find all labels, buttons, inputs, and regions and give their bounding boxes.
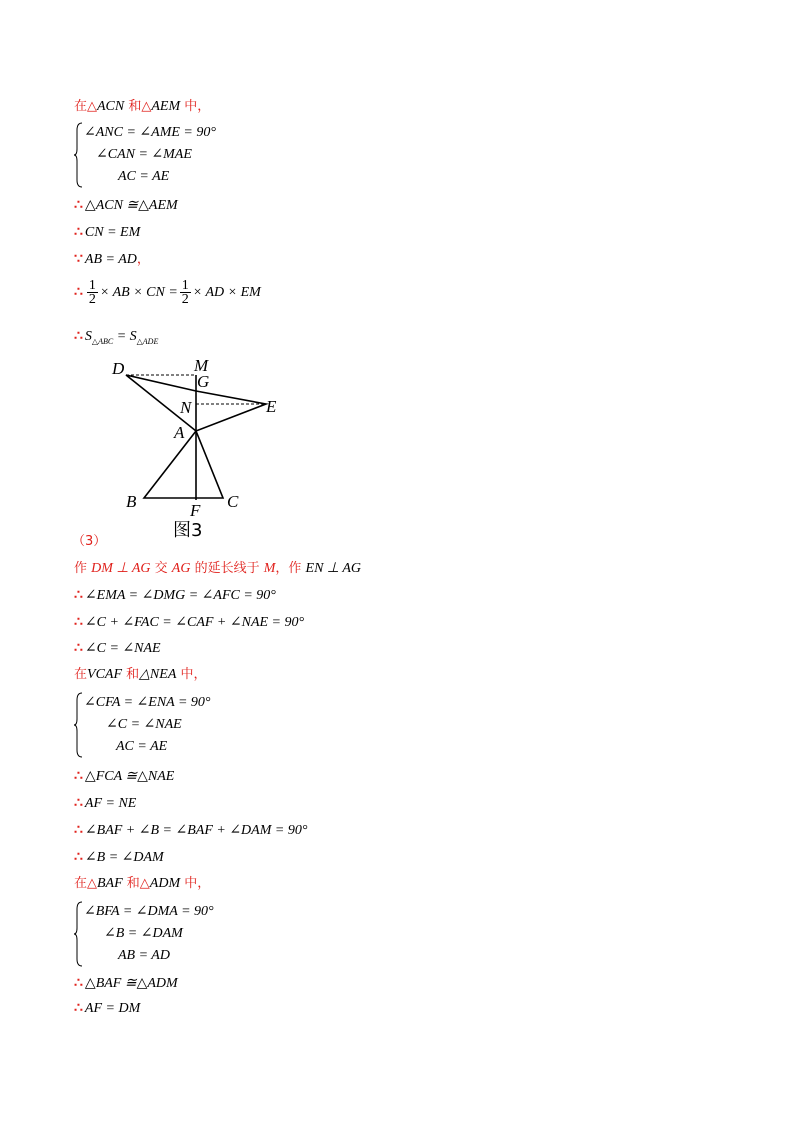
equation-system-2	[74, 692, 274, 758]
math: ACN	[97, 99, 125, 114]
geometry-figure	[100, 352, 300, 542]
label-g: G	[197, 372, 210, 391]
text: ，作	[275, 561, 306, 576]
label-d: D	[112, 359, 125, 378]
math: AEM	[151, 99, 181, 114]
math: DM ⊥ AG	[91, 561, 151, 576]
equation-system-3	[74, 901, 274, 967]
text: 中，	[176, 667, 207, 682]
math: △BAF ≅△ADM	[84, 976, 178, 991]
equation-row: ∠C = ∠NAE	[106, 717, 182, 732]
text: 中，	[180, 99, 211, 114]
text: 在△	[74, 876, 97, 891]
text-line-2	[74, 197, 178, 215]
therefore-symbol: ∴	[74, 588, 83, 603]
equation-row: ∠B = ∠DAM	[104, 926, 183, 941]
text-line-10	[74, 640, 161, 658]
text-line-11	[74, 666, 207, 684]
math: ∠BAF + ∠B = ∠BAF + ∠DAM = 90°	[84, 823, 308, 838]
brace-icon	[74, 692, 84, 758]
equation-row: AC = AE	[118, 169, 170, 184]
fraction	[180, 279, 191, 306]
math: × AD × EM	[192, 285, 261, 300]
subscript: △ABC	[91, 337, 114, 346]
label-n: N	[180, 398, 192, 417]
label-e: E	[266, 397, 277, 416]
therefore-symbol: ∴	[74, 285, 83, 300]
math: AB = AD	[84, 252, 137, 267]
text: 在△	[74, 99, 97, 114]
equation-row: ∠ANC = ∠AME = 90°	[84, 125, 216, 140]
text-line-7	[74, 560, 361, 578]
label-c: C	[227, 492, 239, 511]
math: × AB × CN =	[99, 285, 178, 300]
math: △FCA ≅△NAE	[84, 769, 175, 784]
equation-row: ∠BFA = ∠DMA = 90°	[84, 904, 214, 919]
therefore-symbol: ∴	[74, 329, 83, 344]
math: CN = EM	[84, 225, 141, 240]
therefore-symbol: ∴	[74, 796, 83, 811]
math: AG	[171, 561, 191, 576]
therefore-symbol: ∴	[74, 198, 83, 213]
label-f: F	[190, 501, 201, 520]
text-line-15	[74, 849, 164, 867]
math: △NEA	[139, 667, 177, 682]
therefore-symbol: ∴	[74, 823, 83, 838]
therefore-symbol: ∴	[74, 225, 83, 240]
math: M	[263, 561, 276, 576]
text-line-1	[74, 98, 210, 116]
equation-system-1	[74, 122, 274, 188]
text-line-3	[74, 224, 140, 242]
math: ∠EMA = ∠DMG = ∠AFC = 90°	[84, 588, 276, 603]
brace-icon	[74, 122, 84, 188]
comma: ，	[136, 252, 150, 267]
text-line-5	[74, 278, 261, 308]
equation-row: AC = AE	[116, 739, 168, 754]
label-a: A	[174, 423, 185, 442]
math: BAF	[97, 876, 123, 891]
therefore-symbol: ∴	[74, 641, 83, 656]
label-b: B	[126, 492, 137, 511]
math: = S	[116, 329, 137, 344]
math: ∠C + ∠FAC = ∠CAF + ∠NAE = 90°	[84, 615, 305, 630]
therefore-symbol: ∴	[74, 1001, 83, 1016]
text: 和△	[124, 99, 152, 114]
text-line-14	[74, 822, 307, 840]
text: 和	[122, 667, 140, 682]
text-line-18	[74, 1000, 140, 1018]
math: S	[84, 329, 92, 344]
text-line-8	[74, 587, 276, 605]
numerator: 1	[181, 278, 189, 294]
text-line-16	[74, 875, 210, 893]
text-line-4	[74, 251, 150, 269]
equation-row: ∠CAN = ∠MAE	[96, 147, 192, 162]
text-line-12	[74, 768, 174, 786]
text-line-6	[74, 328, 158, 351]
math: ∠C = ∠NAE	[84, 641, 161, 656]
math: EN ⊥ AG	[305, 561, 362, 576]
math: AF = NE	[84, 796, 137, 811]
label-m: M	[194, 356, 209, 375]
equation-row: ∠CFA = ∠ENA = 90°	[84, 695, 211, 710]
numerator: 1	[88, 278, 96, 294]
equation-row: AB = AD	[118, 948, 170, 963]
figure-caption: 图3	[173, 520, 203, 541]
denominator: 2	[88, 292, 96, 308]
text: 中，	[180, 876, 211, 891]
math: AF = DM	[84, 1001, 141, 1016]
text-line-9	[74, 614, 304, 632]
therefore-symbol: ∴	[74, 615, 83, 630]
text: 和△	[122, 876, 150, 891]
subscript: △ADE	[136, 337, 159, 346]
because-symbol: ∵	[74, 252, 83, 267]
math: △ACN ≅△AEM	[84, 198, 178, 213]
denominator: 2	[181, 292, 189, 308]
part-label: （3）	[72, 534, 107, 549]
therefore-symbol: ∴	[74, 976, 83, 991]
therefore-symbol: ∴	[74, 769, 83, 784]
therefore-symbol: ∴	[74, 850, 83, 865]
math: ADM	[149, 876, 181, 891]
text-line-17	[74, 975, 178, 993]
text-line-13	[74, 795, 136, 813]
math: VCAF	[87, 667, 123, 682]
text: 作	[74, 561, 92, 576]
brace-icon	[74, 901, 84, 967]
fraction	[87, 279, 98, 306]
text: 在	[74, 667, 88, 682]
math: ∠B = ∠DAM	[84, 850, 164, 865]
text: 的延长线于	[190, 561, 264, 576]
text: 交	[150, 561, 172, 576]
